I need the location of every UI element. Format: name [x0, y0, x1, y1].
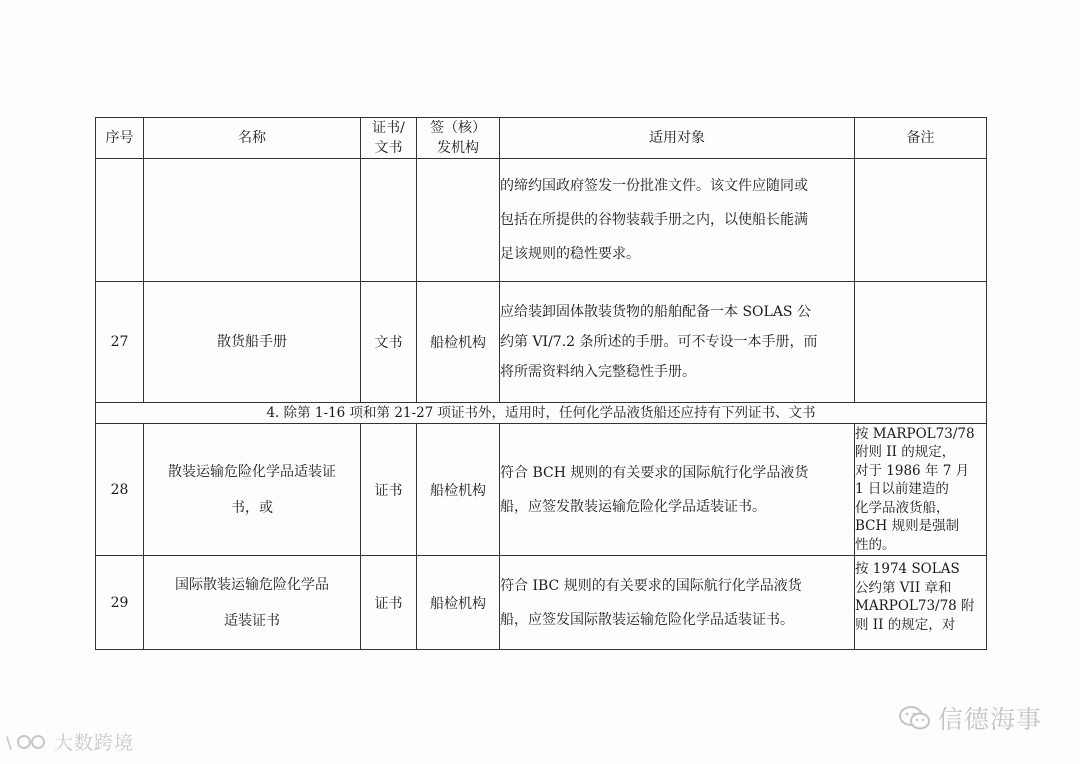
cell-no: 28 — [96, 424, 144, 556]
brand-logo-icon — [6, 731, 50, 753]
cell-type: 文书 — [361, 282, 417, 403]
watermark-right-text: 信德海事 — [938, 705, 1043, 734]
cell-type: 证书 — [361, 556, 417, 650]
cell-issuer — [417, 159, 500, 282]
section-row — [96, 403, 987, 424]
cell-object: 的缔约国政府签发一份批准文件。该文件应随同或 包括在所提供的谷物装载手册之内，以使船长能满 足该规则的稳性要求。 — [500, 159, 855, 282]
cell-note: 按 MARPOL73/78 附则 II 的规定， 对于 1986 年 7 月 1 日以前建造的 化学品液货船， BCH 规则是强制 性的。 — [855, 424, 987, 556]
section-4-heading: 4. 除第 1-16 项和第 21-27 项证书外，适用时，任何化学品液货船还应持有下列证书、文书 — [96, 403, 987, 424]
cell-note — [855, 159, 987, 282]
cell-note — [855, 282, 987, 403]
cell-issuer: 船检机构 — [417, 282, 500, 403]
wechat-icon — [898, 704, 932, 732]
table-row — [96, 556, 987, 650]
cell-object: 符合 BCH 规则的有关要求的国际航行化学品液货 船，应签发散装运输危险化学品适装证书。 — [500, 424, 855, 556]
cell-object: 应给装卸固体散装货物的船舶配备一本 SOLAS 公 约第 VI/7.2 条所述的手册。可不专设一本手册，而 将所需资料纳入完整稳性手册。 — [500, 282, 855, 403]
cell-name: 散装运输危险化学品适装证 书，或 — [144, 424, 361, 556]
header-object: 适用对象 — [500, 118, 855, 159]
header-type: 证书/ 文书 — [361, 118, 417, 159]
cell-issuer: 船检机构 — [417, 424, 500, 556]
cell-name: 国际散装运输危险化学品 适装证书 — [144, 556, 361, 650]
header-no: 序号 — [96, 118, 144, 159]
svg-text:\: \ — [6, 732, 13, 752]
cell-type: 证书 — [361, 424, 417, 556]
table-row — [96, 282, 987, 403]
cell-note: 按 1974 SOLAS 公约第 VII 章和 MARPOL73/78 附 则 II 的规定，对 — [855, 556, 987, 650]
certificate-table — [95, 117, 987, 650]
cell-no — [96, 159, 144, 282]
watermark-left-text: 大数跨境 — [54, 732, 135, 754]
table-row — [96, 424, 987, 556]
cell-issuer: 船检机构 — [417, 556, 500, 650]
table-header-row — [96, 118, 987, 159]
header-note: 备注 — [855, 118, 987, 159]
header-issuer: 签（核） 发机构 — [417, 118, 500, 159]
cell-type — [361, 159, 417, 282]
watermark-right — [898, 700, 1042, 736]
cell-no: 27 — [96, 282, 144, 403]
cell-object: 符合 IBC 规则的有关要求的国际航行化学品液货 船，应签发国际散装运输危险化学品适装证书。 — [500, 556, 855, 650]
cell-name — [144, 159, 361, 282]
watermark-left — [6, 728, 134, 755]
header-name: 名称 — [144, 118, 361, 159]
table-row — [96, 159, 987, 282]
cell-name: 散货船手册 — [144, 282, 361, 403]
cell-no: 29 — [96, 556, 144, 650]
